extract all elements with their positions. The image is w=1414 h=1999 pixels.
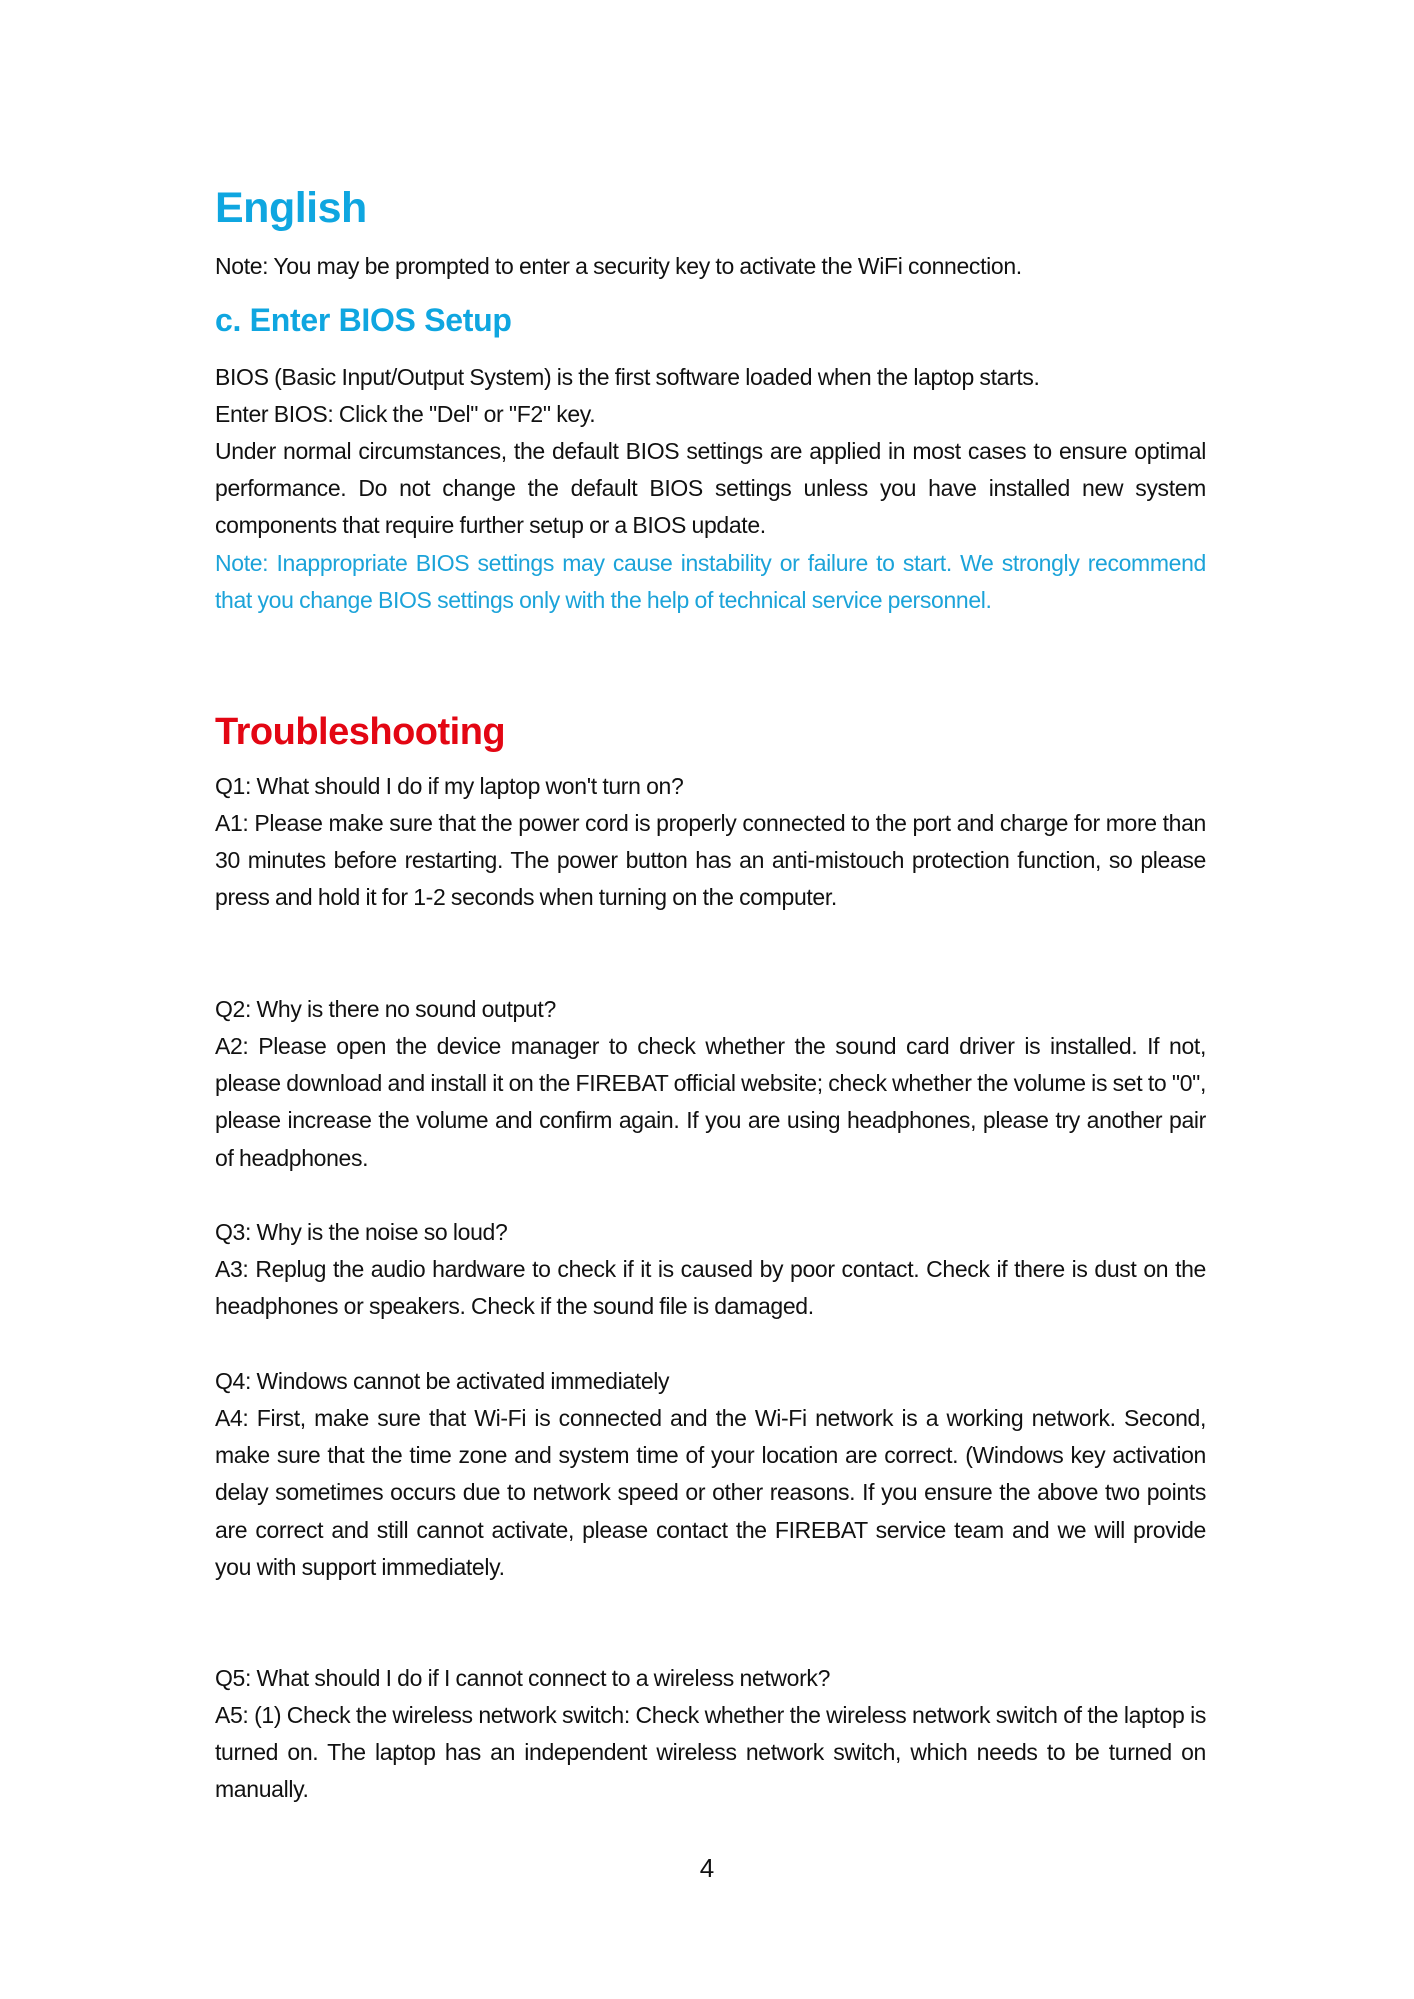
faq-answer: A4: First, make sure that Wi-Fi is connected and the Wi-Fi network is a working network. Second, make sure that the time zone and system time of your location are correct. (Windows key activation delay sometimes occurs due to network speed or other reasons. If you ensure the above two points are correct and still cannot activate, please contact the FIREBAT service team and we will provide you with support immediately. — [215, 1405, 1206, 1580]
bios-heading: c. Enter BIOS Setup — [215, 302, 512, 338]
faq-answer: A3: Replug the audio hardware to check if it is caused by poor contact. Check if there is dust on the headphones or speakers. Check if the sound file is damaged. — [215, 1256, 1206, 1320]
section-title-troubleshooting: Troubleshooting — [215, 711, 506, 753]
bios-warning-note: Note: Inappropriate BIOS settings may cause instability or failure to start. We strongly recommend that you change BIOS settings only with the help of technical service personnel. — [215, 550, 1206, 614]
faq-answer: A5: (1) Check the wireless network switch: Check whether the wireless network switch of the laptop is turned on. The laptop has an independent wireless network switch, which needs to be turned on manually. — [215, 1702, 1206, 1803]
faq-question: Q1: What should I do if my laptop won't turn on? — [215, 773, 684, 799]
faq-question: Q5: What should I do if I cannot connect to a wireless network? — [215, 1665, 831, 1691]
faq-question: Q2: Why is there no sound output? — [215, 996, 556, 1022]
bios-defaults-paragraph: Under normal circumstances, the default BIOS settings are applied in most cases to ensure optimal performance. Do not change the default BIOS settings unless you have installed new system components that require further setup or a BIOS update. — [215, 438, 1206, 539]
page-number: 4 — [699, 1853, 715, 1883]
bios-enter-instruction: Enter BIOS: Click the "Del" or "F2" key. — [215, 401, 596, 427]
faq-question: Q4: Windows cannot be activated immediately — [215, 1368, 670, 1394]
faq-question: Q3: Why is the noise so loud? — [215, 1219, 508, 1245]
bios-intro: BIOS (Basic Input/Output System) is the first software loaded when the laptop starts. — [215, 364, 1040, 390]
faq-answer: A1: Please make sure that the power cord is properly connected to the port and charge for more than 30 minutes before restarting. The power button has an anti-mistouch protection function, so please press and hold it for 1-2 seconds when turning on the computer. — [215, 810, 1206, 911]
wifi-note: Note: You may be prompted to enter a security key to activate the WiFi connection. — [215, 253, 1022, 279]
section-title-english: English — [215, 184, 367, 232]
faq-answer: A2: Please open the device manager to check whether the sound card driver is installed. If not, please download and install it on the FIREBAT official website; check whether the volume is set to "0", please increase the volume and confirm again. If you are using headphones, please try another pair of headphones. — [215, 1033, 1206, 1171]
